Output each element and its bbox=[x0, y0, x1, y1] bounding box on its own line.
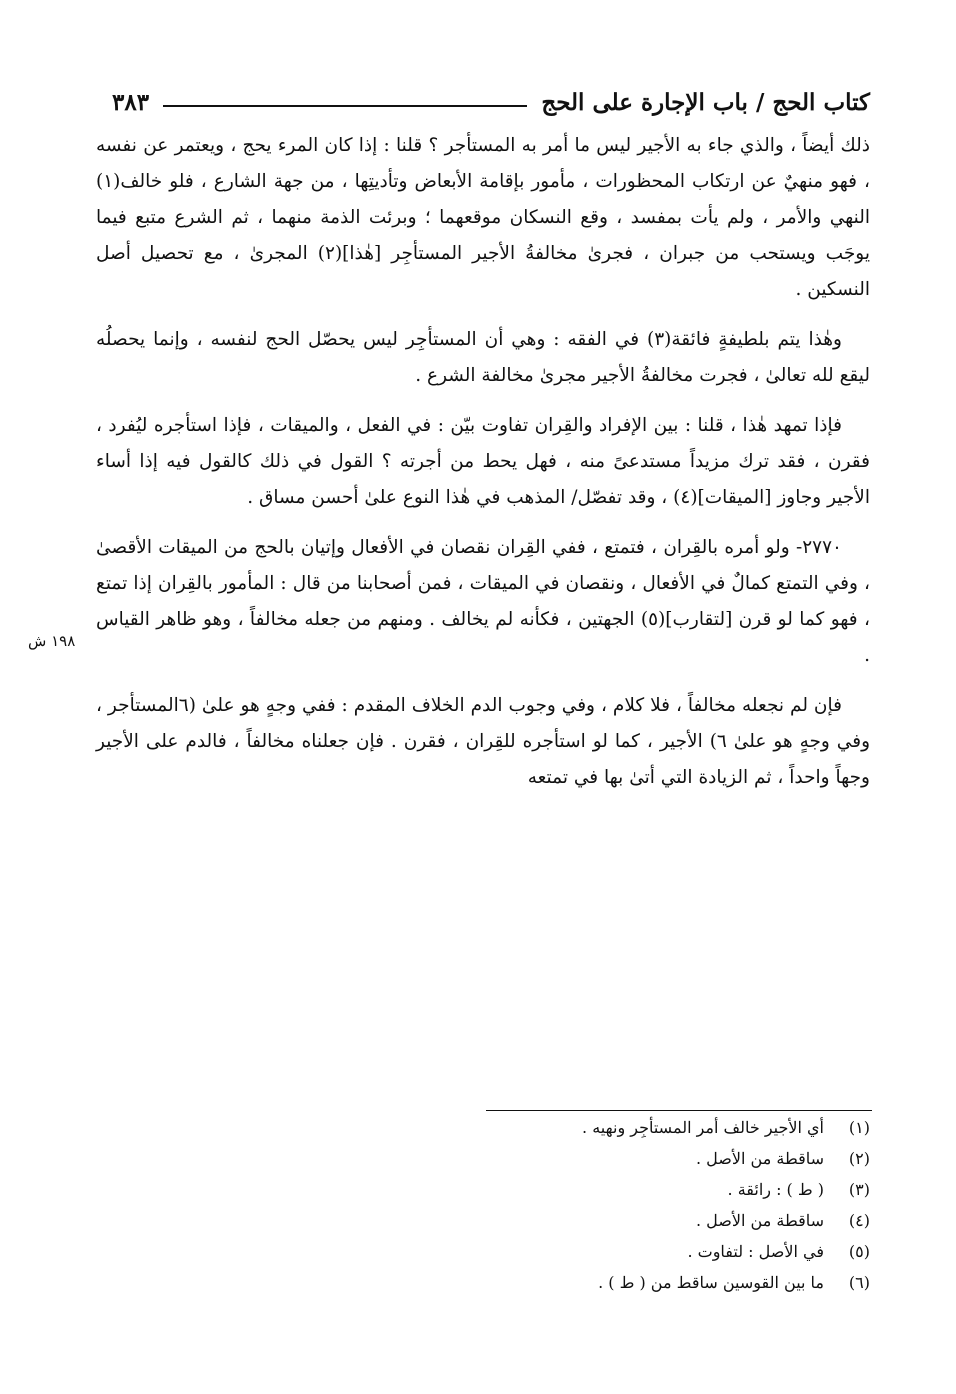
footnote bbox=[110, 1205, 870, 1236]
footnote-number: (١) bbox=[848, 1118, 870, 1137]
main-text bbox=[96, 128, 870, 810]
paragraph-4: ٢٧٧٠- ولو أمره بالقِران ، فتمتع ، ففي القِران نقصان في الأفعال وإتيان بالحج من الميقات الأقصىٰ ، وفي التمتع كمالٌ في الأفعال ، ونقصان في الميقات ، فمن أصحابنا من قال : المأمور بالقِران إذا تمتع ، فهو كما لو قرن [لتقارب](٥) الجهتين ، فكأنه لم يخالف . ومنهم من جعله مخالفاً ، وهو ظاهر القياس . bbox=[96, 537, 870, 666]
footnote bbox=[110, 1143, 870, 1174]
footnote bbox=[110, 1112, 870, 1143]
footnote-number: (٤) bbox=[848, 1211, 870, 1230]
footnote-text: في الأصل : لتفاوت . bbox=[687, 1242, 824, 1261]
footnote bbox=[110, 1236, 870, 1267]
chapter-title: كتاب الحج / باب الإجارة على الحج bbox=[541, 88, 870, 116]
footnote-number: (٢) bbox=[848, 1149, 870, 1168]
footnote-text: ساقطة من الأصل . bbox=[696, 1149, 824, 1168]
footnotes bbox=[110, 1112, 870, 1298]
footnote-number: (٣) bbox=[848, 1180, 870, 1199]
footnote-number: (٥) bbox=[848, 1242, 870, 1261]
page-number: ٣٨٣ bbox=[112, 88, 150, 116]
footnote-text: ما بين القوسين ساقط من ( ط ) . bbox=[598, 1273, 824, 1292]
paragraph-5: فإن لم نجعله مخالفاً ، فلا كلام ، وفي وجوب الدم الخلاف المقدم : ففي وجهٍ هو علىٰ (٦المستأجر ، وفي وجهٍ هو علىٰ ٦) الأجير ، كما لو استأجره للقِران ، فقرن . فإن جعلناه مخالفاً ، فالدم على الأجير وجهاً واحداً ، ثم الزيادة التي أتىٰ بها في تمتعه bbox=[96, 695, 871, 788]
footnote-text: ( ط ) : رائقة . bbox=[727, 1180, 824, 1199]
margin-note: ١٩٨ ش bbox=[28, 632, 76, 650]
paragraph-3: فإذا تمهد هٰذا ، قلنا : بين الإفراد والقِران تفاوت بيّن : في الفعل ، والميقات ، فإذا استأجره ليُفرد ، فقرن ، فقد ترك مزيداً مستدعىً منه ، فهل يحط من أجرته ؟ القول في ذلك كالقول فيه إذا أساء الأجير وجاوز [الميقات](٤) ، وقد تفصّل/ المذهب في هٰذا النوع علىٰ أحسن مساق . bbox=[96, 415, 870, 508]
footnote-text: أي الأجير خالف أمر المستأجِر ونهيه . bbox=[582, 1118, 824, 1137]
footnote bbox=[110, 1174, 870, 1205]
footnote-number: (٦) bbox=[848, 1273, 870, 1292]
header-rule bbox=[163, 105, 527, 107]
footnote-text: ساقطة من الأصل . bbox=[696, 1211, 824, 1230]
running-header bbox=[112, 82, 870, 122]
paragraph-1: ذلك أيضاً ، والذي جاء به الأجير ليس ما أمر به المستأجر ؟ قلنا : إذا كان المرء يحج ، ويعتمر عن نفسه ، فهو منهيٌ عن ارتكاب المحظورات ، مأمور بإقامة الأبعاض وتأديتِها ، من جهة الشارع ، فلو خالف(١) النهي والأمر ، ولم يأت بمفسد ، وقع النسكان موقعهما ؛ وبرئت الذمة منهما ، ثم الشرع متبع فيما يوجَب ويستحب من جبران ، فجرىٰ مخالفةُ الأجير المستأجِر [هٰذا](٢) المجرىٰ ، مع تحصيل أصل النسكين . bbox=[96, 135, 870, 300]
paragraph-2: وهٰذا يتم بلطيفةٍ فائقة(٣) في الفقه : وهي أن المستأجِر ليس يحصّل الحج لنفسه ، وإنما يحصلُه ليقع لله تعالىٰ ، فجرت مخالفةُ الأجير مجرىٰ مخالفة الشرع . bbox=[96, 329, 870, 386]
footnote bbox=[110, 1267, 870, 1298]
footnote-separator bbox=[486, 1110, 872, 1111]
